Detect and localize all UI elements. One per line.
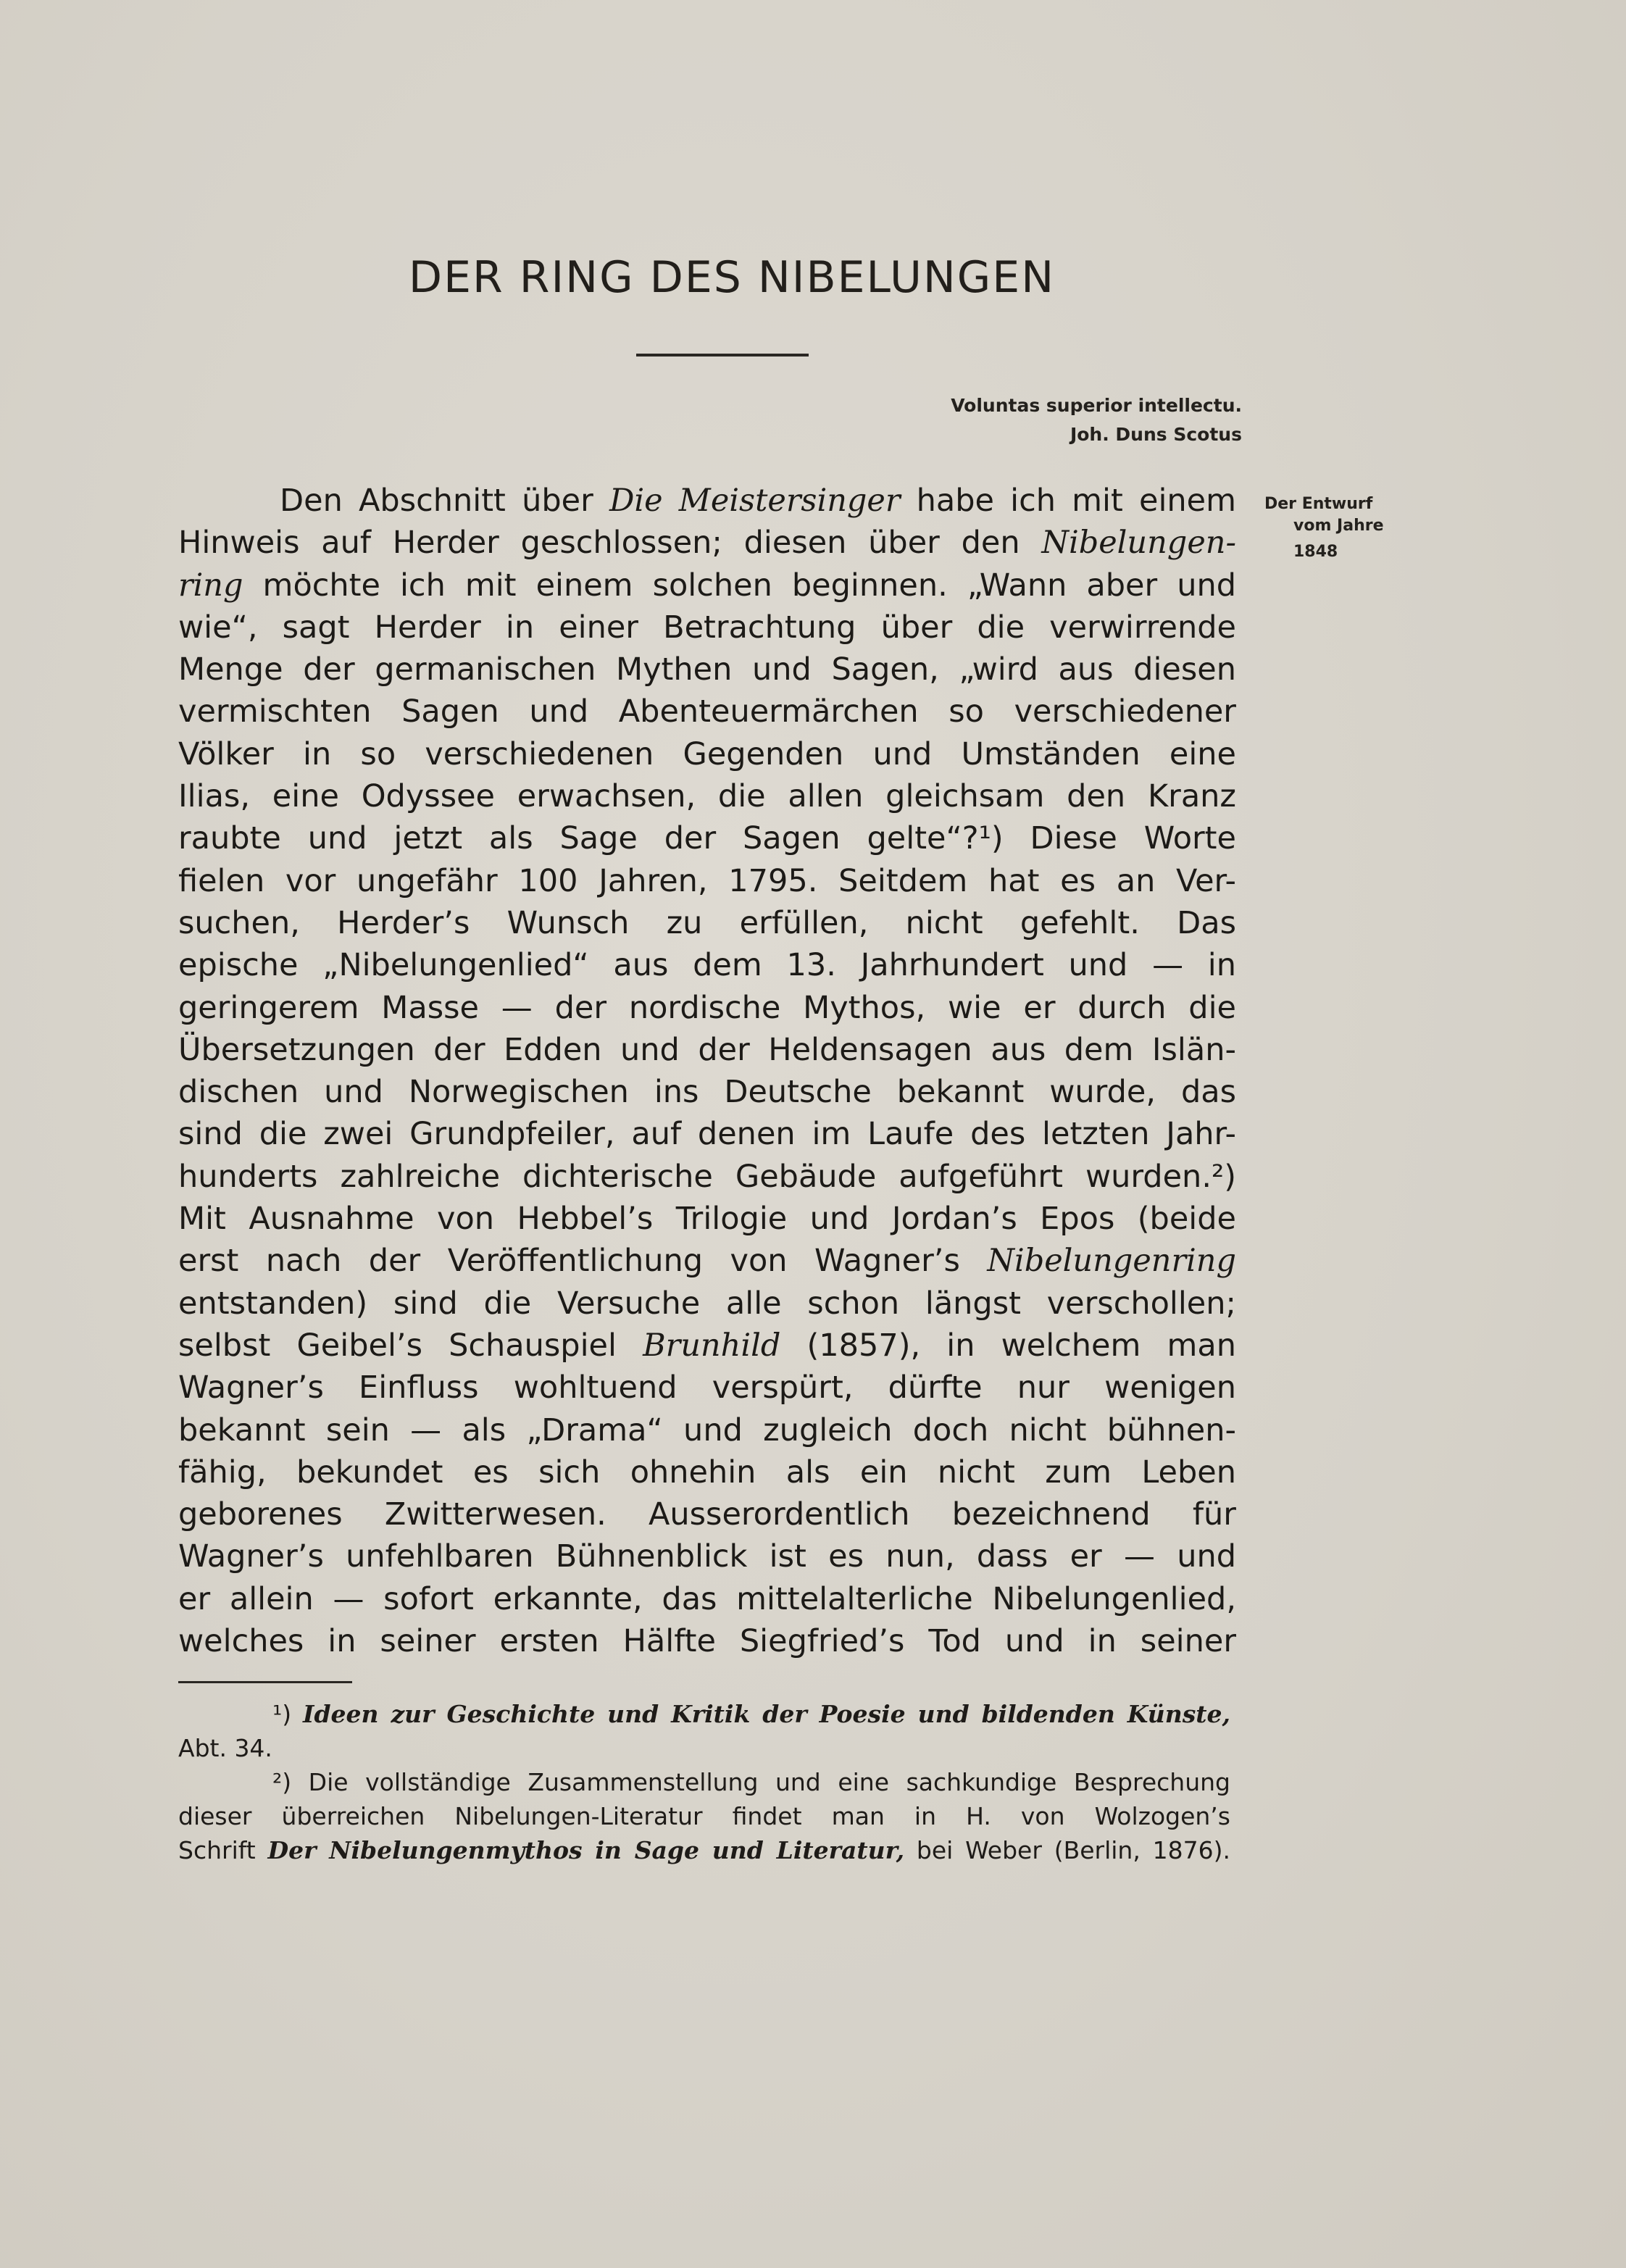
text-line (178, 1071, 1236, 1113)
text-line (178, 775, 1236, 817)
footnote-line (178, 1765, 1230, 1799)
text-line (178, 987, 1236, 1029)
text-run: Übersetzungen der Edden und der Heldensagen aus dem Islän- (178, 1031, 1236, 1068)
text-line (178, 564, 1236, 606)
text-run: ¹) (272, 1700, 304, 1728)
text-run: bekannt sein — als „Drama“ und zugleich doch nicht bühnen- (178, 1412, 1236, 1448)
text-run: fähig, bekundet es sich ohnehin als ein nicht zum Leben (178, 1454, 1236, 1491)
text-run: sind die zwei Grundpfeiler, auf denen im Laufe des letzten Jahr- (178, 1116, 1236, 1153)
footnotes (178, 1697, 1230, 1867)
text-line (178, 1198, 1236, 1240)
italic-title: Die Meistersinger (609, 483, 901, 519)
text-run: Schrift (178, 1836, 268, 1864)
text-run: er allein — sofort erkannte, das mittelalterliche Nibelungenlied, (178, 1580, 1236, 1617)
text-run: epische „Nibelungenlied“ aus dem 13. Jahrhundert und — in (178, 947, 1236, 984)
text-line (178, 1367, 1236, 1409)
text-run: Den Abschnitt über (280, 483, 609, 519)
text-line (178, 1240, 1236, 1282)
epigraph-author: Joh. Duns Scotus (1070, 424, 1242, 445)
text-run: fielen vor ungefähr 100 Jahren, 1795. Seitdem hat es an Ver- (178, 862, 1236, 899)
text-run: raubte und jetzt als Sage der Sagen gelte“?¹) Diese Worte (178, 820, 1236, 857)
margin-note-line-1: Der Entwurf (1264, 495, 1373, 513)
text-line (178, 522, 1236, 564)
text-line (178, 1156, 1236, 1198)
text-run: Abt. 34. (178, 1734, 272, 1762)
text-line (178, 1535, 1236, 1577)
text-run: möchte ich mit einem solchen beginnen. „Wann aber und (243, 567, 1236, 604)
epigraph-quote: Voluntas superior intellectu. (951, 395, 1242, 416)
footnote-line (178, 1697, 1230, 1731)
text-run: erst nach der Veröffentlichung von Wagner’s (178, 1243, 988, 1280)
text-line (178, 1620, 1236, 1662)
text-run: Mit Ausnahme von Hebbel’s Trilogie und Jordan’s Epos (beide (178, 1201, 1236, 1238)
text-line (178, 1451, 1236, 1493)
text-line (178, 480, 1236, 522)
text-run: Wagner’s Einfluss wohltuend verspürt, dürfte nur wenigen (178, 1369, 1236, 1406)
text-line (178, 902, 1236, 944)
text-line (178, 1409, 1236, 1451)
footnote-line (178, 1833, 1230, 1867)
text-run: dischen und Norwegischen ins Deutsche bekannt wurde, das (178, 1074, 1236, 1111)
text-line (178, 1325, 1236, 1367)
text-line (178, 1493, 1236, 1535)
text-line (178, 1283, 1236, 1325)
footnote-divider (178, 1681, 352, 1683)
text-run: habe ich mit einem (900, 483, 1236, 519)
text-run: bei Weber (Berlin, 1876). (904, 1836, 1230, 1864)
margin-note (1264, 491, 1417, 565)
text-run: Wagner’s unfehlbaren Bühnenblick ist es nun, dass er — und (178, 1538, 1236, 1575)
text-run: Ilias, eine Odyssee erwachsen, die allen gleichsam den Kranz (178, 778, 1236, 815)
text-line (178, 606, 1236, 649)
body-text (178, 480, 1236, 1662)
italic-title: Nibelungen- (1041, 525, 1236, 562)
title-divider (636, 354, 809, 357)
footnote-line (178, 1799, 1230, 1833)
text-run: ²) Die vollständige Zusammenstellung und eine sachkundige Besprechung (272, 1768, 1230, 1796)
text-line (178, 1029, 1236, 1071)
text-run: geringerem Masse — der nordische Mythos, wie er durch die (178, 989, 1236, 1026)
text-line (178, 649, 1236, 691)
text-line (178, 1578, 1236, 1620)
italic-title: ring (178, 567, 243, 604)
text-run: hunderts zahlreiche dichterische Gebäude aufgeführt wurden.²) (178, 1158, 1236, 1195)
text-run: entstanden) sind die Versuche alle schon längst verschollen; (178, 1285, 1236, 1322)
text-run: dieser überreichen Nibelungen-Literatur findet man in H. von Wolzogen’s (178, 1802, 1230, 1830)
text-line (178, 1113, 1236, 1155)
text-run: suchen, Herder’s Wunsch zu erfüllen, nicht gefehlt. Das (178, 904, 1236, 941)
italic-title: Nibelungenring (987, 1243, 1236, 1280)
text-run: Völker in so verschiedenen Gegenden und Umständen eine (178, 735, 1236, 772)
italic-title: Der Nibelungenmythos in Sage und Literatur, (267, 1836, 905, 1864)
italic-title: Brunhild (643, 1327, 781, 1364)
text-line (178, 944, 1236, 986)
margin-note-line-2: vom Jahre 1848 (1293, 517, 1384, 561)
footnote-line (178, 1731, 1230, 1765)
epigraph (735, 391, 1242, 449)
italic-title: Ideen zur Geschichte und Kritik der Poesie und bildenden Künste, (303, 1700, 1230, 1728)
text-run: vermischten Sagen und Abenteuermärchen so verschiedener (178, 693, 1236, 730)
text-line (178, 691, 1236, 733)
text-line (178, 860, 1236, 902)
text-line (178, 817, 1236, 859)
text-line (178, 733, 1236, 775)
chapter-title: DER RING DES NIBELUNGEN (408, 252, 1056, 303)
text-run: selbst Geibel’s Schauspiel (178, 1327, 643, 1364)
text-run: geborenes Zwitterwesen. Ausserordentlich bezeichnend für (178, 1496, 1236, 1533)
text-run: wie“, sagt Herder in einer Betrachtung über die verwirrende (178, 609, 1236, 646)
text-run: Menge der germanischen Mythen und Sagen, „wird aus diesen (178, 651, 1236, 688)
text-run: (1857), in welchem man (780, 1327, 1236, 1364)
text-run: Hinweis auf Herder geschlossen; diesen über den (178, 525, 1042, 562)
text-run: welches in seiner ersten Hälfte Siegfried’s Tod und in seiner (178, 1623, 1236, 1660)
